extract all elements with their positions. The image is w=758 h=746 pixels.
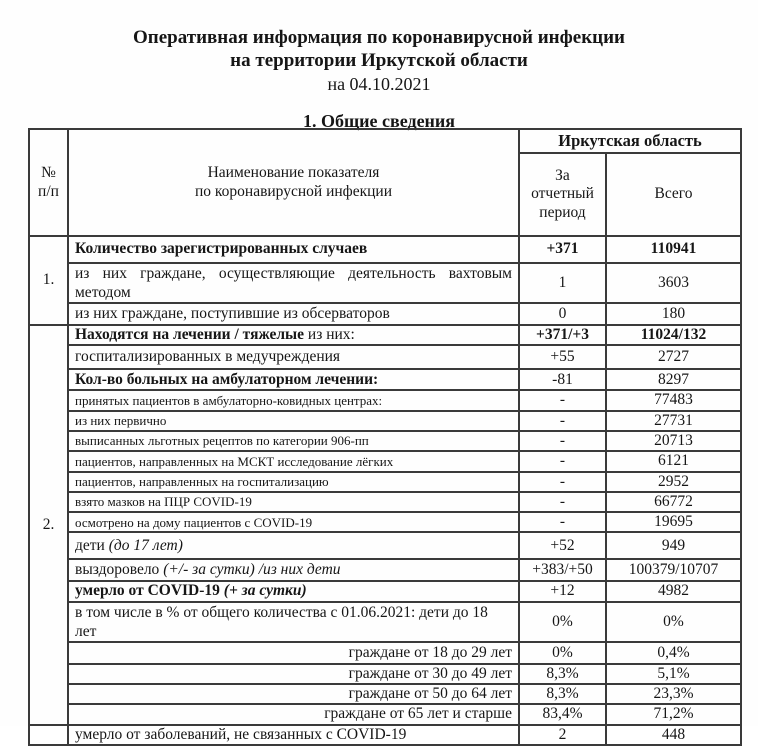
document-title bbox=[0, 0, 758, 96]
period-value-cell: 8,3% bbox=[519, 664, 606, 684]
indicator-cell: взято мазков на ПЦР COVID-19 bbox=[68, 492, 519, 512]
total-value-cell: 949 bbox=[606, 532, 741, 559]
row-group-number: 2. bbox=[29, 325, 68, 725]
indicator-cell: из них первично bbox=[68, 411, 519, 431]
col-header-num: № п/п bbox=[29, 129, 68, 236]
table-row bbox=[29, 664, 741, 684]
total-value-cell: 8297 bbox=[606, 369, 741, 390]
total-value-cell: 27731 bbox=[606, 411, 741, 431]
total-value-cell: 110941 bbox=[606, 236, 741, 263]
total-value-cell: 0,4% bbox=[606, 642, 741, 664]
period-value-cell: - bbox=[519, 431, 606, 451]
indicator-cell: из них граждане, поступившие из обсерваторов bbox=[68, 303, 519, 325]
indicator-cell: Кол-во больных на амбулаторном лечении: bbox=[68, 369, 519, 390]
period-value-cell: -81 bbox=[519, 369, 606, 390]
total-value-cell: 2952 bbox=[606, 472, 741, 492]
period-value-cell: 0 bbox=[519, 303, 606, 325]
table-row bbox=[29, 303, 741, 325]
table-row bbox=[29, 236, 741, 263]
table-row bbox=[29, 472, 741, 492]
table-row bbox=[29, 263, 741, 303]
section-heading: 1. Общие сведения bbox=[302, 111, 456, 132]
table-row bbox=[29, 725, 741, 745]
period-value-cell: 0% bbox=[519, 642, 606, 664]
col-header-total: Всего bbox=[606, 153, 741, 236]
period-value-cell: 1 bbox=[519, 263, 606, 303]
title-line-2: на территории Иркутской области bbox=[230, 50, 528, 72]
table-row bbox=[29, 492, 741, 512]
period-value-cell: 2 bbox=[519, 725, 606, 745]
total-value-cell: 4982 bbox=[606, 581, 741, 601]
period-value-cell: +371 bbox=[519, 236, 606, 263]
total-value-cell: 100379/10707 bbox=[606, 559, 741, 581]
table-row bbox=[29, 684, 741, 704]
total-value-cell: 2727 bbox=[606, 345, 741, 369]
table-row bbox=[29, 451, 741, 471]
table-row bbox=[29, 345, 741, 369]
period-value-cell: +12 bbox=[519, 581, 606, 601]
table-header-row-1 bbox=[29, 129, 741, 153]
period-value-cell: - bbox=[519, 451, 606, 471]
total-value-cell: 77483 bbox=[606, 390, 741, 410]
table-row bbox=[29, 559, 741, 581]
period-value-cell: 8,3% bbox=[519, 684, 606, 704]
total-value-cell: 6121 bbox=[606, 451, 741, 471]
total-value-cell: 71,2% bbox=[606, 704, 741, 724]
indicator-cell: дети (до 17 лет) bbox=[68, 532, 519, 559]
indicator-cell: пациентов, направленных на госпитализацию bbox=[68, 472, 519, 492]
total-value-cell: 3603 bbox=[606, 263, 741, 303]
indicator-cell: граждане от 65 лет и старше bbox=[68, 704, 519, 724]
table-row bbox=[29, 369, 741, 390]
indicator-cell: выздоровело (+/- за сутки) /из них дети bbox=[68, 559, 519, 581]
col-header-indicator: Наименование показателя по коронавирусной инфекции bbox=[68, 129, 519, 236]
indicator-cell: госпитализированных в медучреждения bbox=[68, 345, 519, 369]
indicator-cell: Количество зарегистрированных случаев bbox=[68, 236, 519, 263]
title-line-1: Оперативная информация по коронавирусной инфекции bbox=[133, 27, 625, 48]
indicator-cell: принятых пациентов в амбулаторно-ковидных центрах: bbox=[68, 390, 519, 410]
table-row bbox=[29, 532, 741, 559]
period-value-cell: +55 bbox=[519, 345, 606, 369]
period-value-cell: 83,4% bbox=[519, 704, 606, 724]
row-group-number: 1. bbox=[29, 236, 68, 325]
indicator-cell: осмотрено на дому пациентов с COVID-19 bbox=[68, 512, 519, 532]
period-value-cell: +383/+50 bbox=[519, 559, 606, 581]
total-value-cell: 0% bbox=[606, 602, 741, 642]
indicator-cell: из них граждане, осуществляющие деятельность вахтовым методом bbox=[68, 263, 519, 303]
period-value-cell: - bbox=[519, 512, 606, 532]
period-value-cell: +52 bbox=[519, 532, 606, 559]
indicator-cell: граждане от 50 до 64 лет bbox=[68, 684, 519, 704]
period-value-cell: - bbox=[519, 390, 606, 410]
table-row bbox=[29, 704, 741, 724]
total-value-cell: 180 bbox=[606, 303, 741, 325]
period-value-cell: 0% bbox=[519, 602, 606, 642]
table-row bbox=[29, 512, 741, 532]
indicator-cell: в том числе в % от общего количества с 01.06.2021: дети до 18 лет bbox=[68, 602, 519, 642]
indicator-cell: Находятся на лечении / тяжелые из них: bbox=[68, 325, 519, 345]
total-value-cell: 23,3% bbox=[606, 684, 741, 704]
total-value-cell: 5,1% bbox=[606, 664, 741, 684]
table-row bbox=[29, 390, 741, 410]
total-value-cell: 66772 bbox=[606, 492, 741, 512]
row-group-number bbox=[29, 725, 68, 745]
summary-table bbox=[28, 128, 742, 746]
total-value-cell: 19695 bbox=[606, 512, 741, 532]
report-date: на 04.10.2021 bbox=[327, 74, 431, 95]
table-row bbox=[29, 602, 741, 642]
indicator-cell: выписанных льготных рецептов по категории 906-пп bbox=[68, 431, 519, 451]
total-value-cell: 11024/132 bbox=[606, 325, 741, 345]
indicator-cell: умерло от заболеваний, не связанных с COVID-19 bbox=[68, 725, 519, 745]
period-value-cell: - bbox=[519, 492, 606, 512]
indicator-cell: пациентов, направленных на МСКТ исследование лёгких bbox=[68, 451, 519, 471]
table-row bbox=[29, 581, 741, 601]
period-value-cell: - bbox=[519, 472, 606, 492]
table-row bbox=[29, 325, 741, 345]
indicator-cell: граждане от 30 до 49 лет bbox=[68, 664, 519, 684]
total-value-cell: 448 bbox=[606, 725, 741, 745]
indicator-cell: граждане от 18 до 29 лет bbox=[68, 642, 519, 664]
table-row bbox=[29, 431, 741, 451]
total-value-cell: 20713 bbox=[606, 431, 741, 451]
table-row bbox=[29, 642, 741, 664]
col-header-region: Иркутская область bbox=[519, 129, 741, 153]
col-header-period: За отчетный период bbox=[519, 153, 606, 236]
indicator-cell: умерло от COVID-19 (+ за сутки) bbox=[68, 581, 519, 601]
period-value-cell: +371/+3 bbox=[519, 325, 606, 345]
period-value-cell: - bbox=[519, 411, 606, 431]
table-row bbox=[29, 411, 741, 431]
